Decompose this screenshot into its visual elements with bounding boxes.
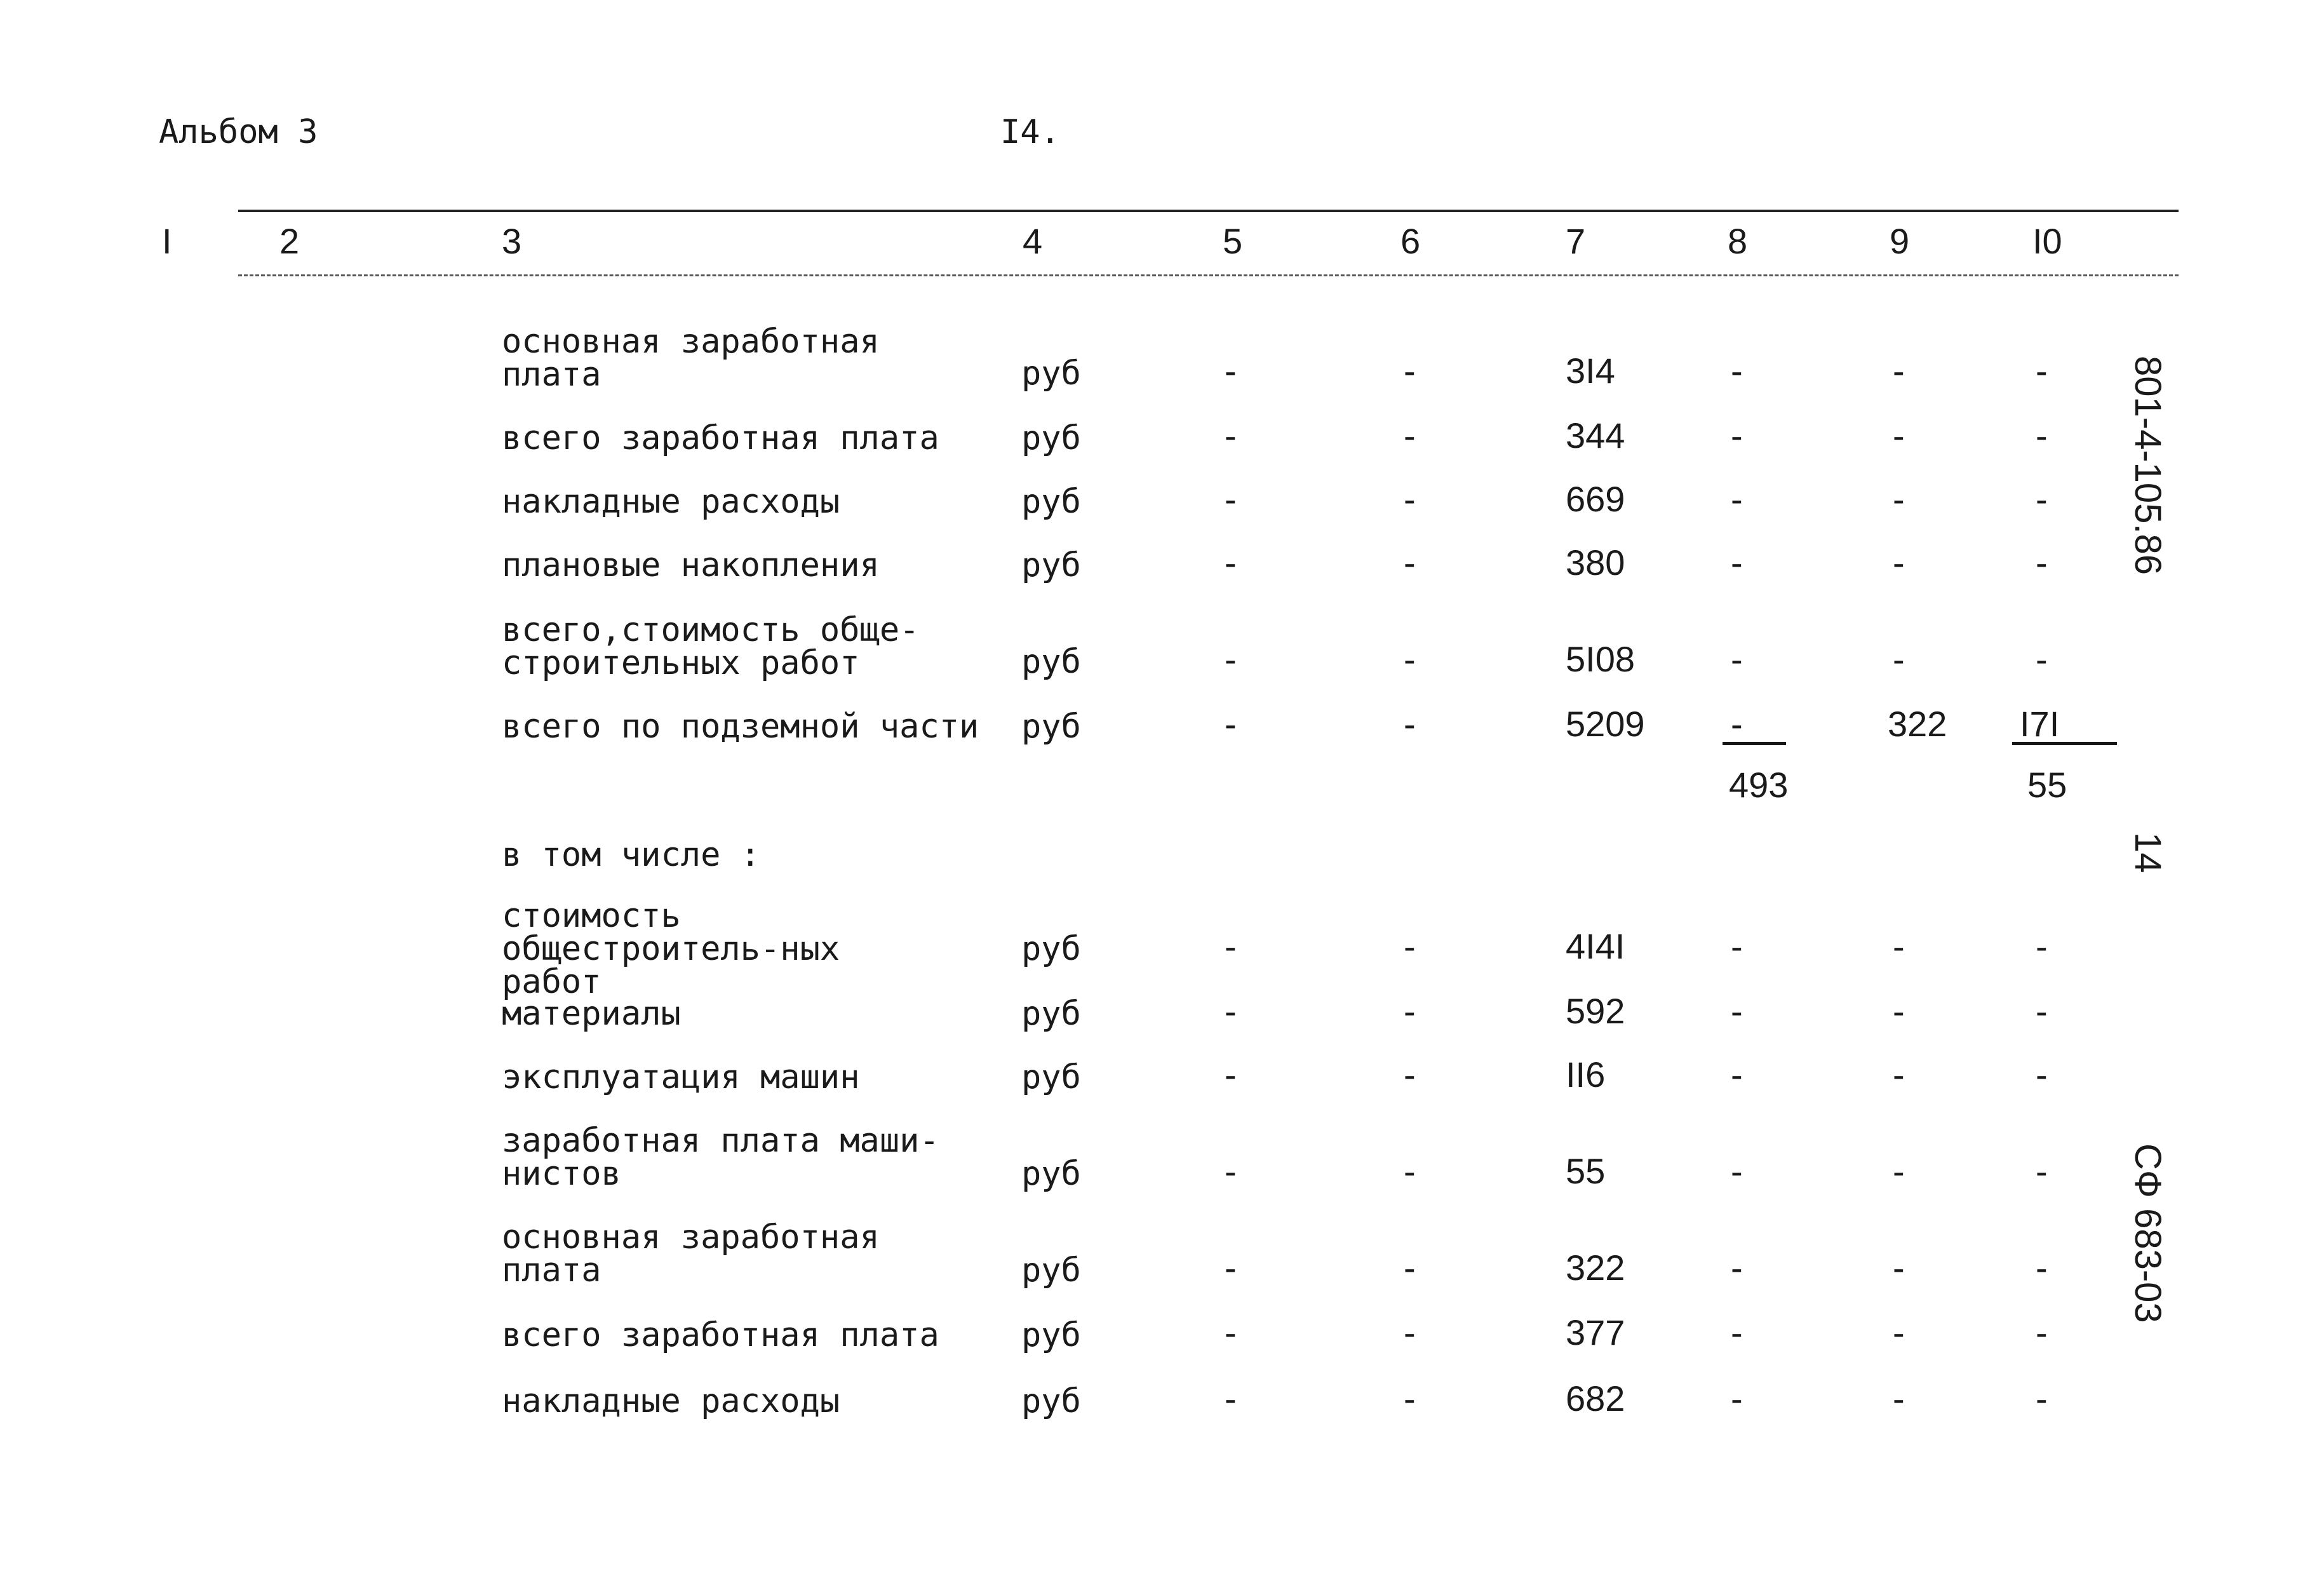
cell-col10-sub: 55 xyxy=(2027,765,2067,805)
cell-col7: 377 xyxy=(1566,1312,1625,1352)
cell-col7: 5I08 xyxy=(1566,639,1635,679)
cell-col10: - xyxy=(2036,1378,2048,1418)
cell-col5: - xyxy=(1225,1248,1237,1288)
row-name: эксплуатация машин xyxy=(502,1058,860,1096)
cell-col6: - xyxy=(1404,639,1416,679)
cell-col10: - xyxy=(2036,639,2048,679)
margin-stamp: СФ 683-03 xyxy=(2127,1143,2168,1323)
row-unit: руб xyxy=(1021,546,1081,584)
cell-col7: 682 xyxy=(1566,1378,1625,1418)
row-name: всего по подземной части xyxy=(502,708,979,746)
cell-col5: - xyxy=(1225,639,1237,679)
column-header: I0 xyxy=(2032,221,2062,261)
cell-col10: - xyxy=(2036,415,2048,455)
row-name: стоимость общестроитель-ных работ xyxy=(502,897,840,1001)
cell-col8: - xyxy=(1731,1378,1743,1418)
cell-col7: 344 xyxy=(1566,415,1625,455)
column-header: 9 xyxy=(1890,221,1910,261)
row-unit: руб xyxy=(1021,483,1081,521)
row-unit: руб xyxy=(1021,995,1081,1033)
cell-col5: - xyxy=(1225,704,1237,744)
row-name: накладные расходы xyxy=(502,1382,840,1420)
row-unit: руб xyxy=(1021,1155,1081,1193)
cell-col8: - xyxy=(1731,704,1743,744)
cell-col6: - xyxy=(1404,1248,1416,1288)
cell-col8: - xyxy=(1731,991,1743,1031)
row-name: плановые накопления xyxy=(502,546,880,584)
cell-col9: - xyxy=(1893,1378,1905,1418)
row-unit: руб xyxy=(1021,643,1081,681)
cell-col8: - xyxy=(1731,639,1743,679)
row-unit: руб xyxy=(1021,354,1081,393)
row-unit: руб xyxy=(1021,930,1081,968)
row-unit: руб xyxy=(1021,1058,1081,1096)
cell-col9: - xyxy=(1893,926,1905,966)
cell-col8: - xyxy=(1731,479,1743,519)
row-name: всего заработная плата xyxy=(502,419,939,457)
row-name: основная заработная плата xyxy=(502,1218,880,1290)
cell-col7: 4I4I xyxy=(1566,926,1625,966)
row-unit: руб xyxy=(1021,1316,1081,1354)
fraction-line-col10 xyxy=(2012,742,2117,745)
cell-col10: - xyxy=(2036,351,2048,391)
cell-col8-sub: 493 xyxy=(1729,765,1789,805)
cell-col8: - xyxy=(1731,926,1743,966)
row-name: основная заработная плата xyxy=(502,323,880,394)
cell-col9: - xyxy=(1893,1312,1905,1352)
cell-col9: - xyxy=(1893,639,1905,679)
cell-col6: - xyxy=(1404,542,1416,583)
cell-col6: - xyxy=(1404,926,1416,966)
cell-col7: 322 xyxy=(1566,1248,1625,1288)
row-unit: руб xyxy=(1021,1251,1081,1290)
page-number: I4. xyxy=(1000,113,1060,151)
cell-col6: - xyxy=(1404,479,1416,519)
cell-col7: 3I4 xyxy=(1566,351,1615,391)
cell-col7: 669 xyxy=(1566,479,1625,519)
cell-col7: 380 xyxy=(1566,542,1625,583)
cell-col7: 5209 xyxy=(1566,704,1645,744)
margin-doc-code: 801-4-105.86 xyxy=(2127,356,2168,576)
cell-col10: - xyxy=(2036,1312,2048,1352)
column-header: 4 xyxy=(1023,221,1043,261)
row-name: всего заработная плата xyxy=(502,1316,939,1354)
cell-col5: - xyxy=(1225,1378,1237,1418)
cell-col6: - xyxy=(1404,351,1416,391)
cell-col9: - xyxy=(1893,542,1905,583)
cell-col5: - xyxy=(1225,351,1237,391)
cell-col10: - xyxy=(2036,926,2048,966)
cell-col6: - xyxy=(1404,415,1416,455)
cell-col8: - xyxy=(1731,1151,1743,1191)
cell-col10: - xyxy=(2036,1248,2048,1288)
cell-col8: - xyxy=(1731,415,1743,455)
cell-col7: 55 xyxy=(1566,1151,1606,1191)
cell-col10: - xyxy=(2036,1151,2048,1191)
cell-col5: - xyxy=(1225,1054,1237,1094)
cell-col10: - xyxy=(2036,479,2048,519)
header-bottom-rule xyxy=(238,274,2179,276)
cell-col5: - xyxy=(1225,479,1237,519)
cell-col7: II6 xyxy=(1566,1054,1606,1094)
cell-col5: - xyxy=(1225,926,1237,966)
fraction-line-col8 xyxy=(1723,742,1786,745)
cell-col5: - xyxy=(1225,991,1237,1031)
row-unit: руб xyxy=(1021,708,1081,746)
cell-col6: - xyxy=(1404,1054,1416,1094)
cell-col9: - xyxy=(1893,351,1905,391)
header-top-rule xyxy=(238,210,2179,212)
row-unit: руб xyxy=(1021,1382,1081,1420)
cell-col9: 322 xyxy=(1888,704,1947,744)
cell-col8: - xyxy=(1731,351,1743,391)
row-name: заработная плата маши-нистов xyxy=(502,1122,939,1193)
cell-col6: - xyxy=(1404,1312,1416,1352)
cell-col9: - xyxy=(1893,1151,1905,1191)
cell-col6: - xyxy=(1404,704,1416,744)
column-header: 2 xyxy=(279,221,300,261)
row-unit: руб xyxy=(1021,419,1081,457)
subheading: в том числе : xyxy=(502,836,760,874)
cell-col5: - xyxy=(1225,542,1237,583)
row-name: материалы xyxy=(502,995,681,1033)
cell-col9: - xyxy=(1893,415,1905,455)
cell-col5: - xyxy=(1225,1312,1237,1352)
margin-sheet-number: 14 xyxy=(2127,832,2168,873)
column-header: 5 xyxy=(1223,221,1243,261)
cell-col9: - xyxy=(1893,991,1905,1031)
cell-col6: - xyxy=(1404,991,1416,1031)
cell-col8: - xyxy=(1731,1312,1743,1352)
cell-col8: - xyxy=(1731,1248,1743,1288)
row-name: накладные расходы xyxy=(502,483,840,521)
cell-col10: - xyxy=(2036,1054,2048,1094)
cell-col5: - xyxy=(1225,415,1237,455)
column-header: 7 xyxy=(1566,221,1586,261)
cell-col9: - xyxy=(1893,479,1905,519)
cell-col10: I7I xyxy=(2020,704,2060,744)
cell-col7: 592 xyxy=(1566,991,1625,1031)
cell-col6: - xyxy=(1404,1378,1416,1418)
column-header: 8 xyxy=(1728,221,1748,261)
cell-col8: - xyxy=(1731,1054,1743,1094)
column-header: I xyxy=(162,221,172,261)
cell-col9: - xyxy=(1893,1248,1905,1288)
column-header: 3 xyxy=(502,221,522,261)
cell-col6: - xyxy=(1404,1151,1416,1191)
cell-col9: - xyxy=(1893,1054,1905,1094)
cell-col10: - xyxy=(2036,542,2048,583)
column-header: 6 xyxy=(1400,221,1421,261)
cell-col8: - xyxy=(1731,542,1743,583)
row-name: всего,стоимость обще-строительных работ xyxy=(502,611,920,682)
album-label: Альбом 3 xyxy=(159,113,318,151)
cell-col10: - xyxy=(2036,991,2048,1031)
cell-col5: - xyxy=(1225,1151,1237,1191)
